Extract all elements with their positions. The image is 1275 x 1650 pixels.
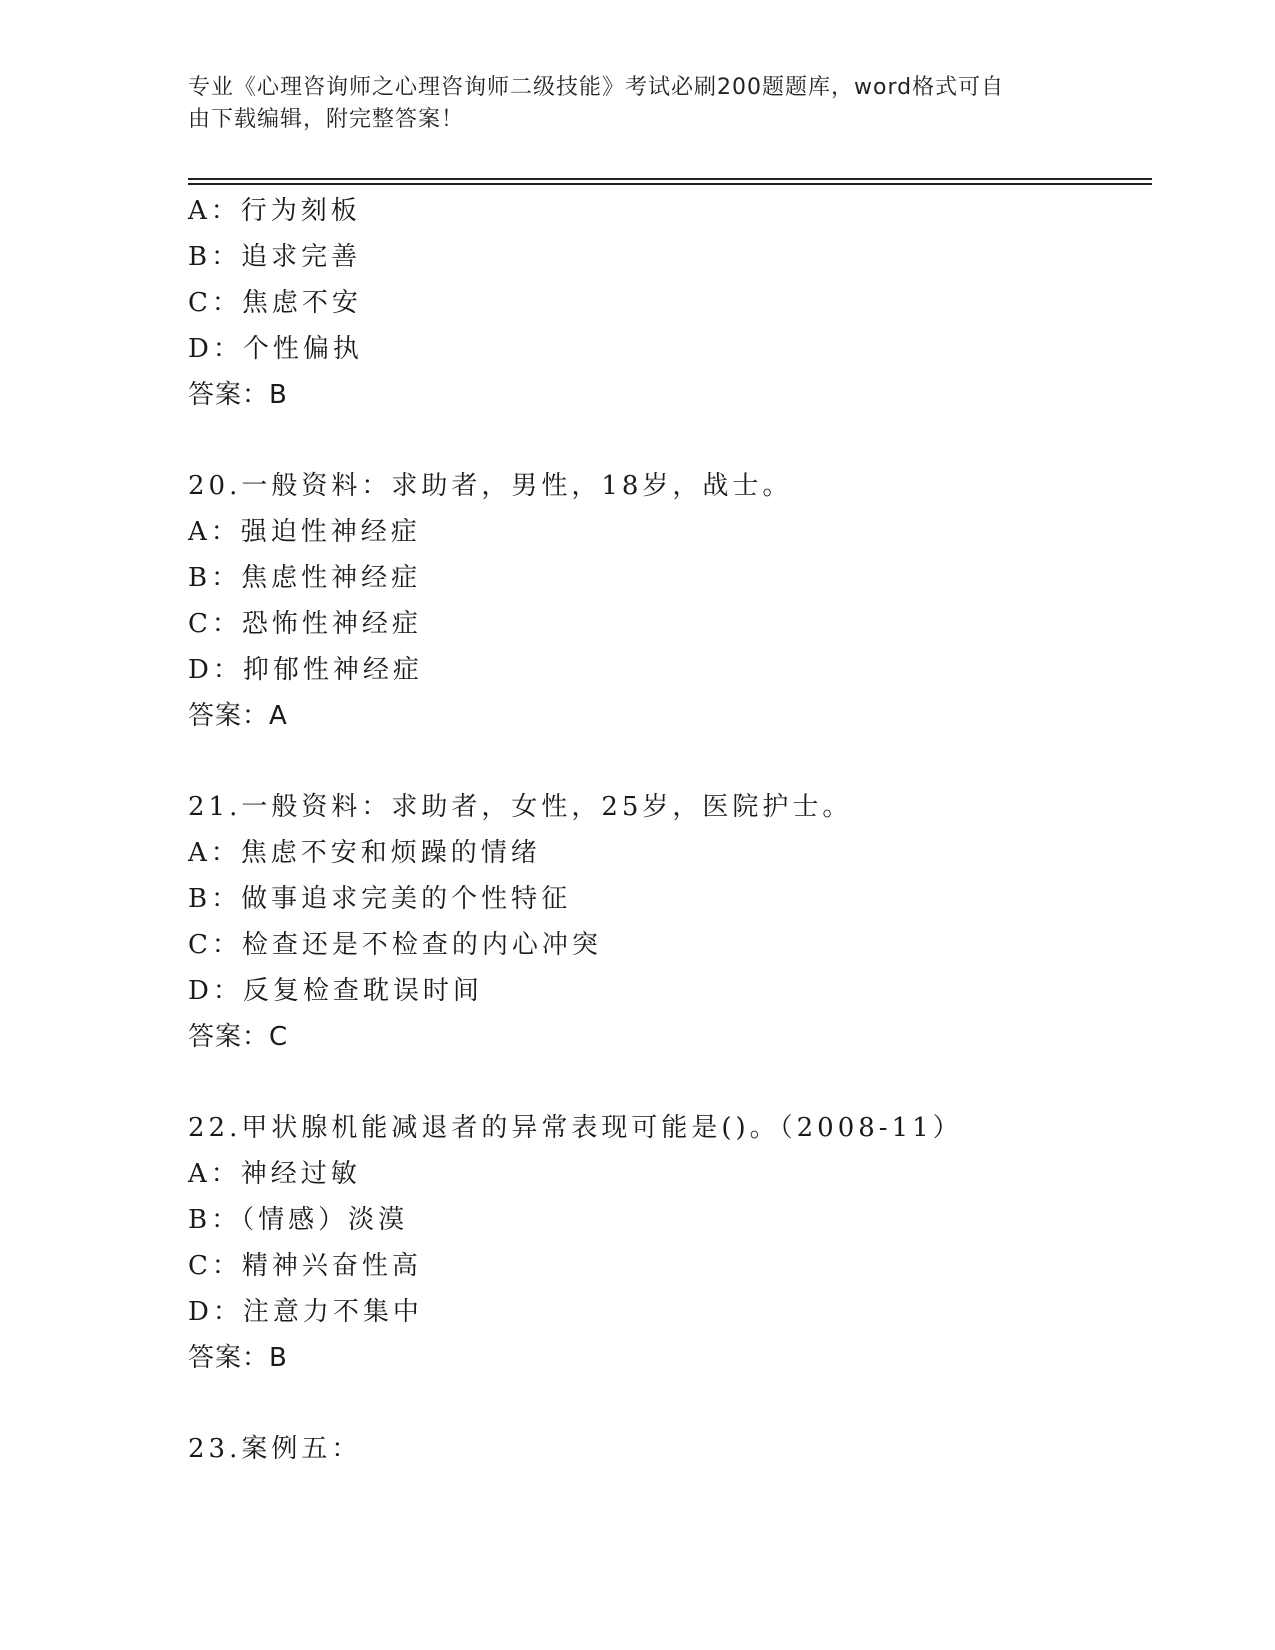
option-d: D：反复检查耽误时间 bbox=[188, 976, 483, 1006]
answer: 答案：C bbox=[188, 1022, 289, 1052]
option-b: B：追求完善 bbox=[188, 242, 362, 272]
option-c: C：精神兴奋性高 bbox=[188, 1251, 422, 1281]
option-a: A：行为刻板 bbox=[188, 196, 361, 226]
question-21 bbox=[188, 784, 1152, 1060]
option-c: C：焦虑不安 bbox=[188, 288, 362, 318]
question-stem: 23.案例五： bbox=[188, 1434, 362, 1464]
answer: 答案：B bbox=[188, 1343, 288, 1373]
option-a: A：神经过敏 bbox=[188, 1159, 361, 1189]
question-list bbox=[188, 188, 1152, 1472]
option-c: C：恐怖性神经症 bbox=[188, 609, 422, 639]
question-23 bbox=[188, 1426, 1152, 1472]
question-22 bbox=[188, 1105, 1152, 1381]
document-header bbox=[188, 72, 1088, 136]
option-b: B：做事追求完美的个性特征 bbox=[188, 884, 572, 914]
option-c: C：检查还是不检查的内心冲突 bbox=[188, 930, 602, 960]
header-line-2: 由下载编辑，附完整答案！ bbox=[188, 107, 465, 132]
question-stem: 22.甲状腺机能减退者的异常表现可能是()。（2008-11） bbox=[188, 1113, 963, 1143]
option-b: B：（情感）淡漠 bbox=[188, 1205, 409, 1235]
option-b: B：焦虑性神经症 bbox=[188, 563, 422, 593]
header-line-1: 专业《心理咨询师之心理咨询师二级技能》考试必刷200题题库，word格式可自 bbox=[188, 75, 1005, 100]
header-divider-bottom bbox=[188, 183, 1152, 185]
option-d: D：个性偏执 bbox=[188, 334, 363, 364]
question-19 bbox=[188, 188, 1152, 418]
option-d: D：注意力不集中 bbox=[188, 1297, 423, 1327]
option-a: A：焦虑不安和烦躁的情绪 bbox=[188, 838, 541, 868]
question-stem: 20.一般资料：求助者，男性，18岁，战士。 bbox=[188, 471, 793, 501]
question-20 bbox=[188, 463, 1152, 739]
answer: 答案：B bbox=[188, 380, 288, 410]
option-d: D：抑郁性神经症 bbox=[188, 655, 423, 685]
option-a: A：强迫性神经症 bbox=[188, 517, 421, 547]
header-divider-top bbox=[188, 178, 1152, 180]
answer: 答案：A bbox=[188, 701, 288, 731]
question-stem: 21.一般资料：求助者，女性，25岁，医院护士。 bbox=[188, 792, 853, 822]
